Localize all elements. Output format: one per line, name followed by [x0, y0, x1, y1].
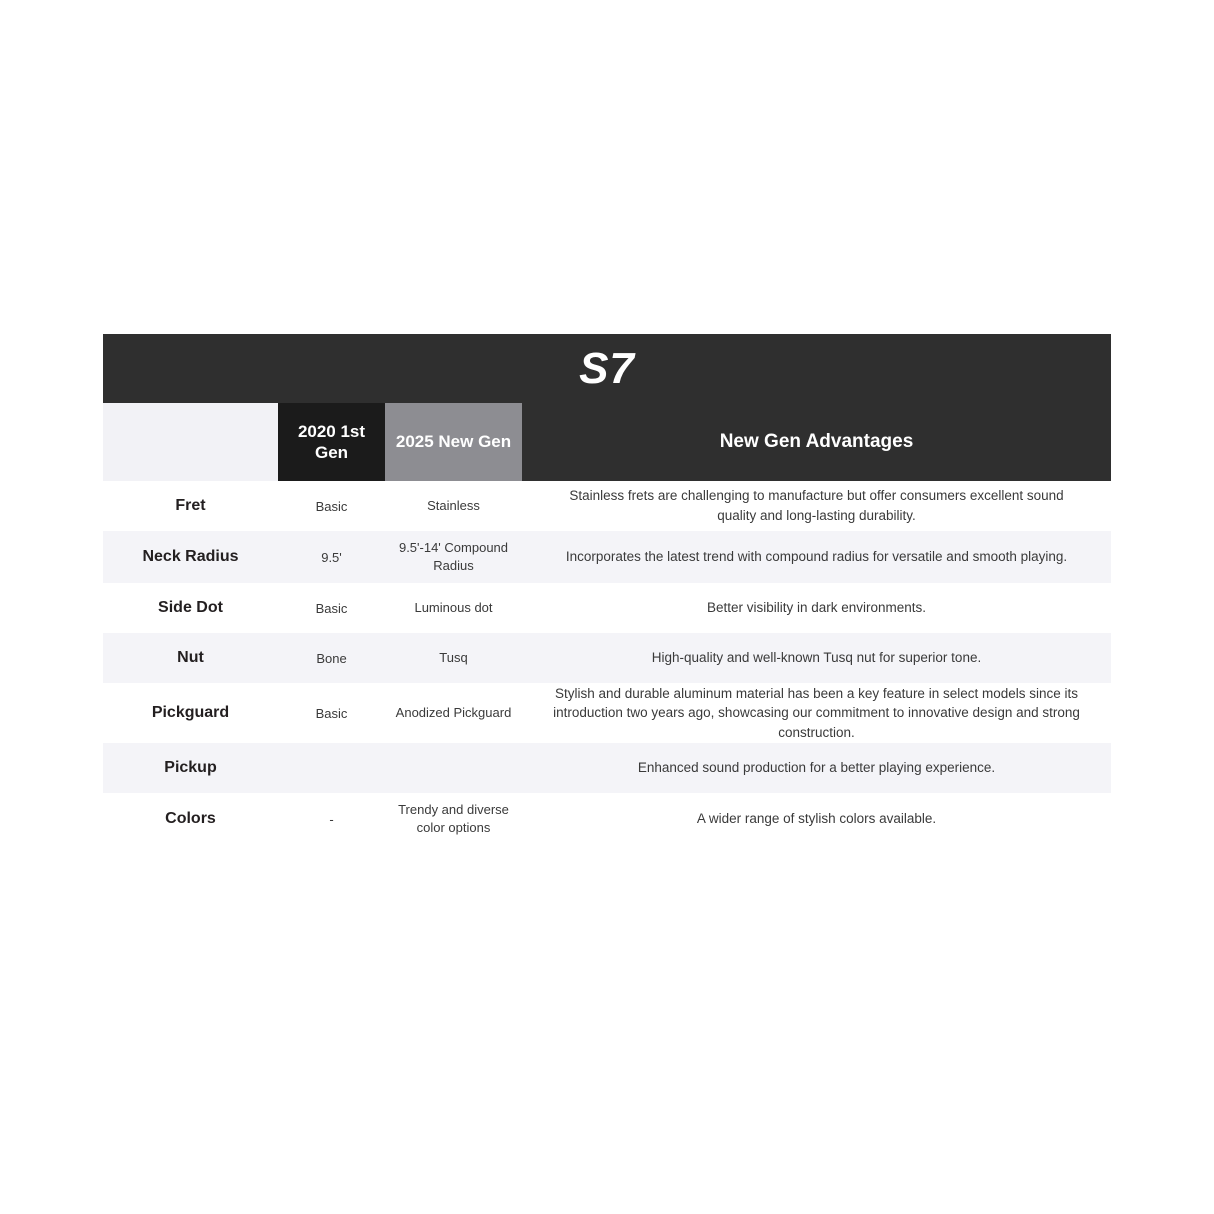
- table-row: [103, 683, 1111, 743]
- table-header-row: [103, 403, 1111, 481]
- cell-old-gen: Bone: [316, 650, 347, 666]
- cell-feature: Nut: [177, 649, 204, 666]
- cell-old-gen: Basic: [315, 498, 348, 514]
- column-header-new-gen: 2025 New Gen: [385, 403, 522, 481]
- cell-new-gen: 9.5'-14' Compound Radius: [398, 540, 509, 573]
- cell-advantage: Stainless frets are challenging to manufacture but offer consumers excellent sound quality and long-lasting durability.: [569, 488, 1064, 523]
- cell-advantage: High-quality and well-known Tusq nut for superior tone.: [651, 650, 982, 666]
- cell-advantage: Enhanced sound production for a better playing experience.: [637, 760, 996, 776]
- cell-old-gen: 9.5': [321, 549, 342, 565]
- cell-old-gen: [278, 743, 385, 793]
- cell-new-gen: Anodized Pickguard: [395, 705, 512, 721]
- column-header-advantages: New Gen Advantages: [522, 403, 1111, 481]
- cell-advantage: Stylish and durable aluminum material has been a key feature in select models since its introduction two years ago, showcasing our commitment to innovative design and strong construction.: [553, 685, 1080, 740]
- page-title: S7: [579, 343, 635, 393]
- cell-new-gen: [385, 743, 522, 793]
- cell-advantage: A wider range of stylish colors available.: [696, 811, 937, 827]
- cell-feature: Colors: [165, 810, 216, 827]
- cell-old-gen: -: [329, 811, 334, 827]
- table-row: [103, 531, 1111, 583]
- cell-advantage: Incorporates the latest trend with compound radius for versatile and smooth playing.: [565, 549, 1068, 565]
- cell-advantage: Better visibility in dark environments.: [706, 600, 927, 616]
- cell-new-gen: Stainless: [427, 498, 480, 514]
- cell-old-gen: Basic: [315, 705, 348, 721]
- cell-new-gen: Luminous dot: [414, 600, 493, 616]
- table-row: [103, 583, 1111, 633]
- table-row: [103, 481, 1111, 531]
- table-row: [103, 633, 1111, 683]
- cell-feature: Pickguard: [151, 704, 230, 721]
- cell-feature: Side Dot: [158, 599, 223, 616]
- cell-new-gen: Tusq: [439, 650, 468, 666]
- table-row: [103, 793, 1111, 845]
- cell-feature: Fret: [175, 497, 206, 514]
- cell-feature: Neck Radius: [142, 548, 239, 565]
- table-row: [103, 743, 1111, 793]
- table-title-bar: [103, 334, 1111, 403]
- column-header-old-gen: 2020 1st Gen: [278, 403, 385, 481]
- comparison-table: [103, 334, 1111, 845]
- cell-feature: Pickup: [164, 759, 217, 776]
- cell-new-gen: Trendy and diverse color options: [398, 802, 509, 835]
- column-header-feature: [103, 403, 278, 481]
- cell-old-gen: Basic: [315, 600, 348, 616]
